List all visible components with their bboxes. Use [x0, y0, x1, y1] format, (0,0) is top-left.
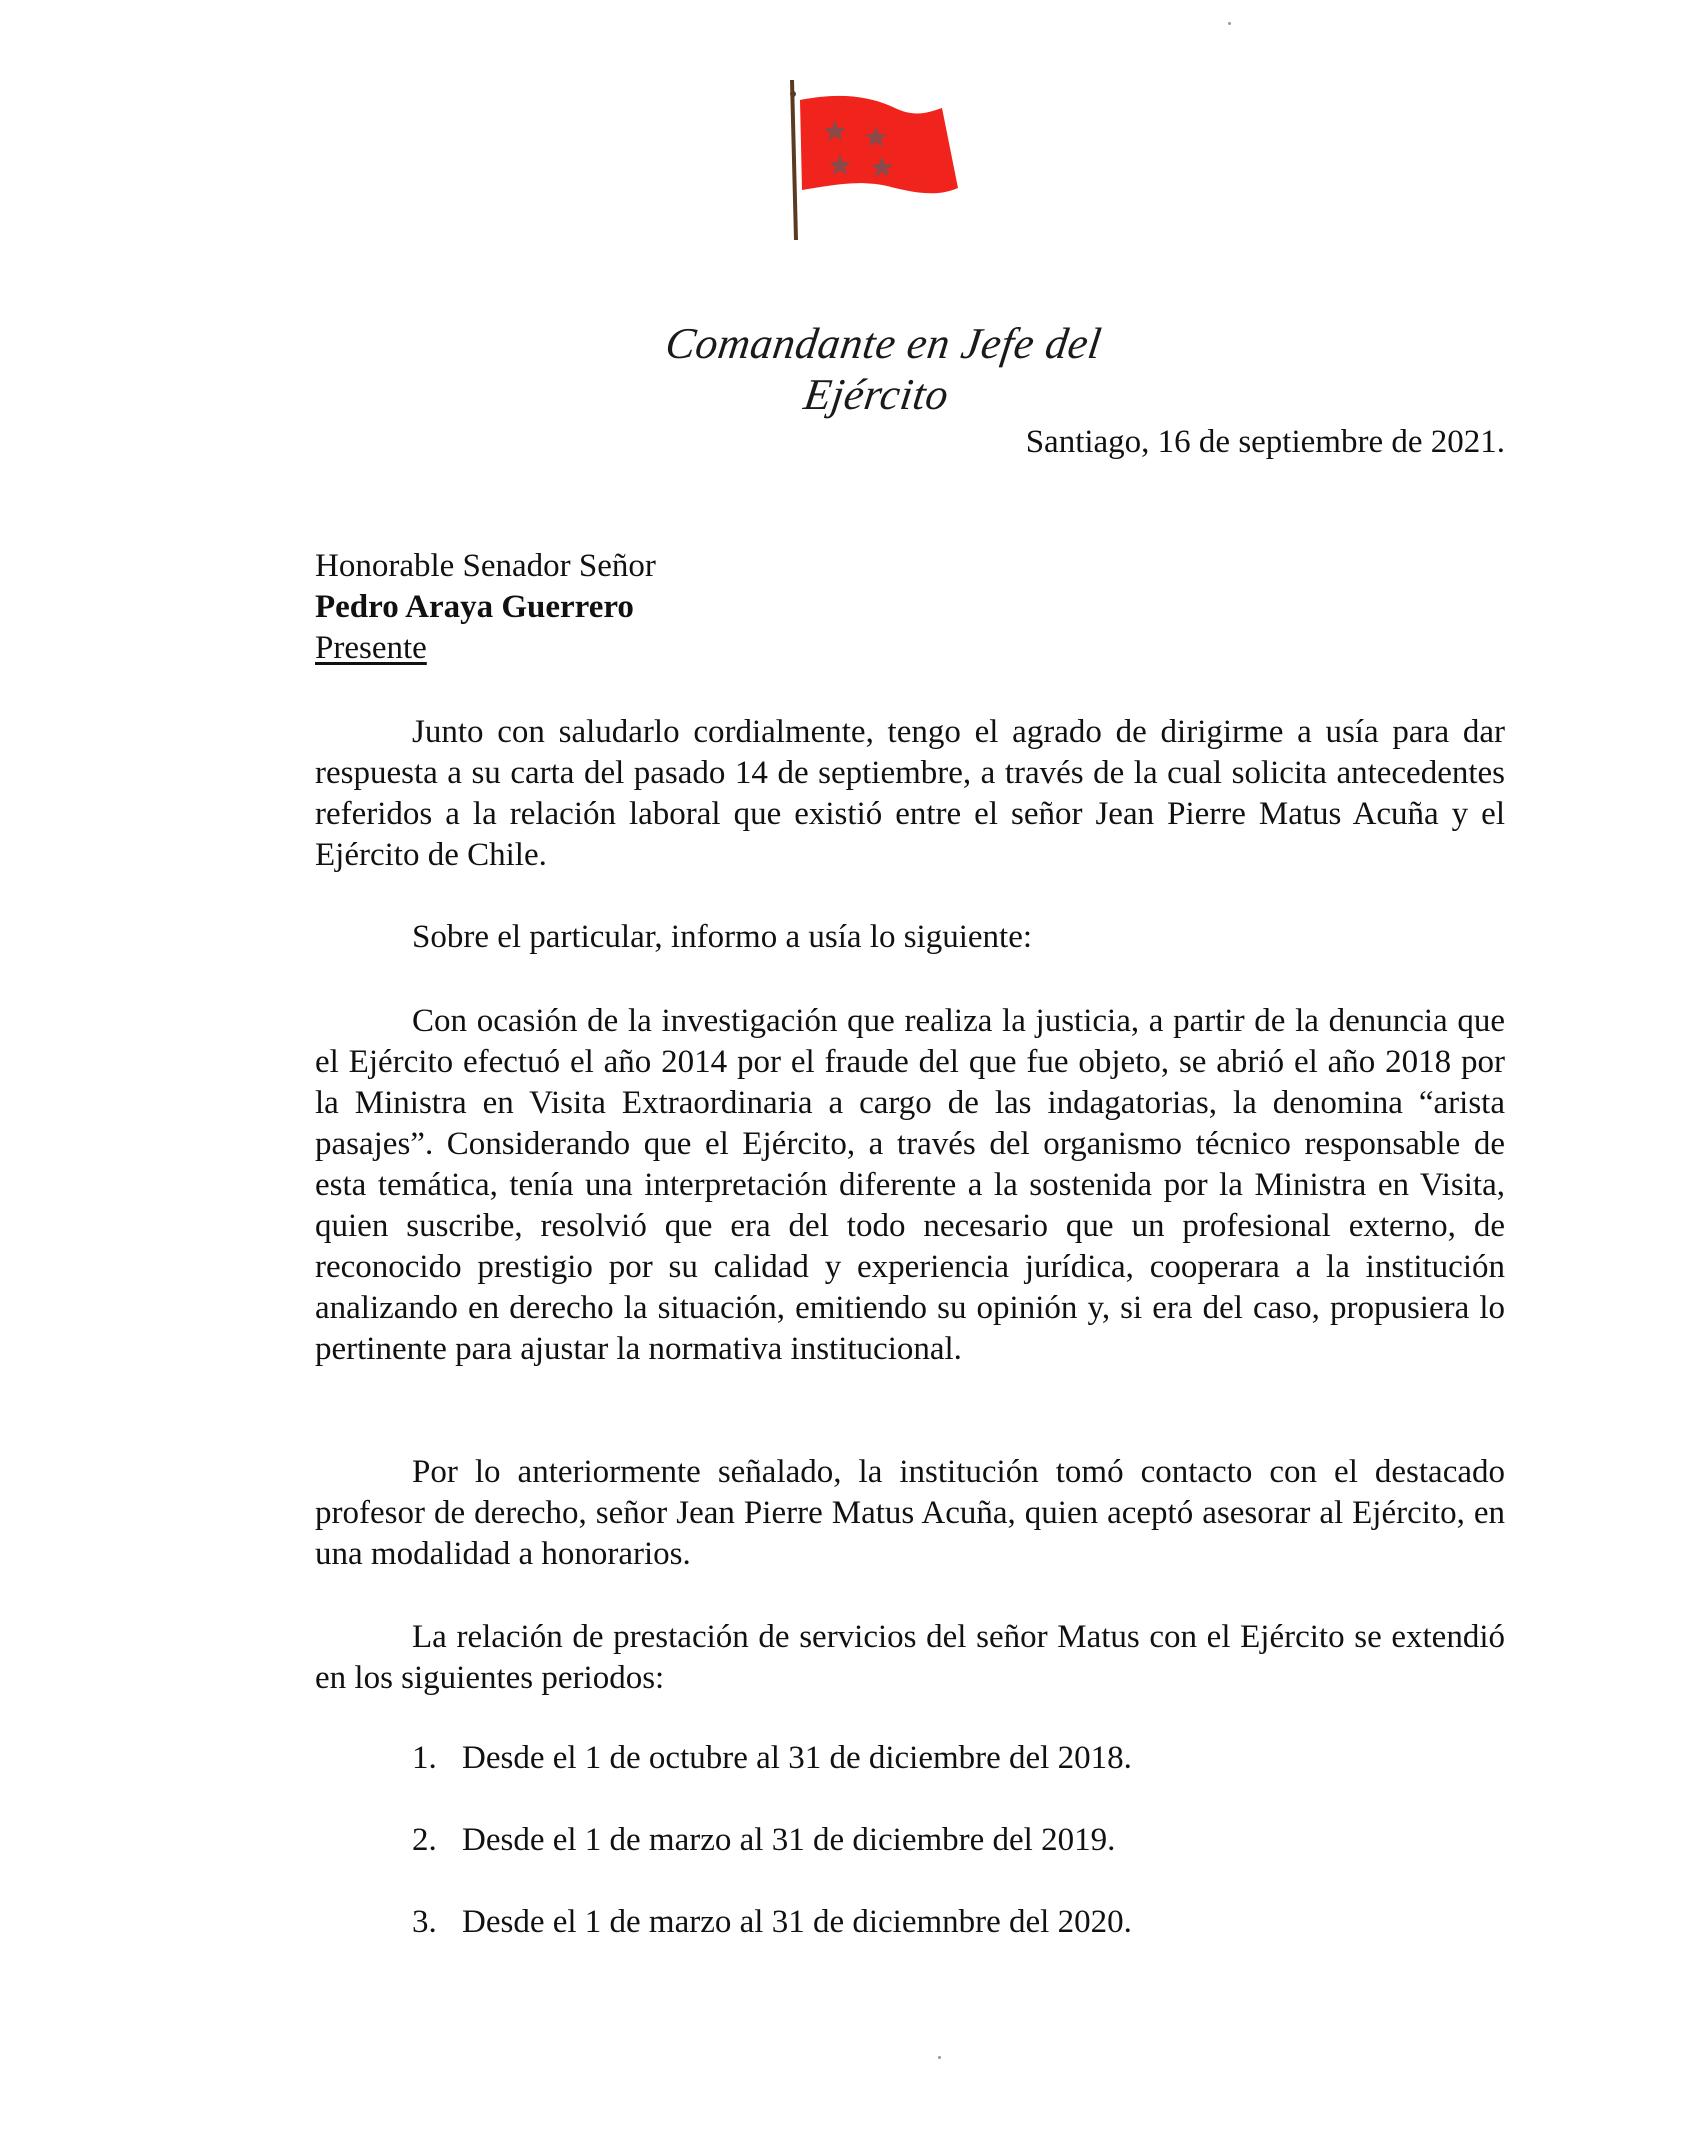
- list-number: 2.: [412, 1822, 437, 1858]
- recipient-name: Pedro Araya Guerrero: [315, 589, 634, 625]
- body-paragraph: La relación de prestación de servicios del señor Matus con el Ejército se extendió en los siguientes periodos:: [315, 1619, 1505, 1696]
- body-paragraph: Junto con saludarlo cordialmente, tengo el agrado de dirigirme a usía para dar respuesta a su carta del pasado 14 de septiembre, a través de la cual solicita antecedentes referidos a la relación laboral que existió entre el señor Jean Pierre Matus Acuña y el Ejército de Chile.: [315, 714, 1505, 873]
- date-line: Santiago, 16 de septiembre de 2021.: [1025, 424, 1505, 460]
- list-number: 1.: [412, 1740, 437, 1776]
- scan-speck: [938, 2056, 941, 2059]
- list-number: 3.: [412, 1904, 437, 1940]
- list-item: [412, 1904, 1132, 1941]
- recipient-presente: Presente: [315, 630, 427, 666]
- recipient-salutation: Honorable Senador Señor: [315, 548, 656, 584]
- list-text: Desde el 1 de marzo al 31 de diciemnbre del 2020.: [462, 1904, 1132, 1940]
- body-paragraph: Por lo anteriormente señalado, la institución tomó contacto con el destacado profesor de derecho, señor Jean Pierre Matus Acuña, quien aceptó asesorar al Ejército, en una modalidad a honorarios.: [315, 1454, 1505, 1572]
- red-flag-four-stars-icon: [780, 78, 960, 248]
- body-paragraph: Sobre el particular, informo a usía lo siguiente:: [412, 919, 1033, 955]
- scan-speck: [1228, 22, 1231, 25]
- list-item: [412, 1822, 1115, 1859]
- list-text: Desde el 1 de marzo al 31 de diciembre del 2019.: [462, 1822, 1116, 1858]
- list-text: Desde el 1 de octubre al 31 de diciembre del 2018.: [462, 1740, 1132, 1776]
- letterhead-title: Comandante en Jefe del Ejército: [662, 319, 1105, 419]
- list-item: [412, 1740, 1132, 1777]
- body-paragraph: Con ocasión de la investigación que realiza la justicia, a partir de la denuncia que el Ejército efectuó el año 2014 por el fraude del que fue objeto, se abrió el año 2018 por la Ministra en Visita Extraordinaria a cargo de las indagatorias, la denomina “arista pasajes”. Considerando que el Ejército, a través del organismo técnico responsable de esta temática, tenía una interpretación diferente a la sostenida por la Ministra en Visita, quien suscribe, resolvió que era del todo necesario que un profesional externo, de reconocido prestigio por su calidad y experiencia jurídica, cooperara a la institución analizando en derecho la situación, emitiendo su opinión y, si era del caso, propusiera lo pertinente para ajustar la normativa institucional.: [315, 1003, 1505, 1367]
